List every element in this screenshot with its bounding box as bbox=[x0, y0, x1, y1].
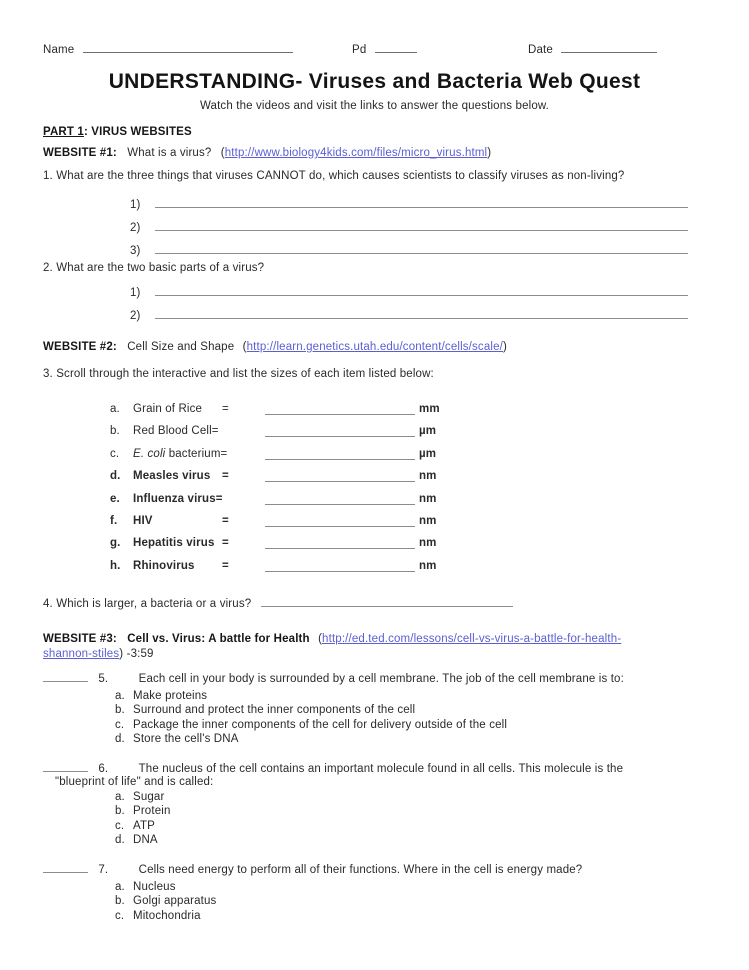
q3-row-letter: d. bbox=[110, 470, 121, 483]
date-field bbox=[528, 42, 657, 56]
option-text: Surround and protect the inner components of the cell bbox=[133, 704, 416, 717]
q3-row-ecoli bbox=[110, 448, 440, 470]
website3-paren-open: ( bbox=[318, 633, 323, 645]
question-6-line-1 bbox=[43, 761, 623, 775]
q3-ecoli-rest: bacterium= bbox=[165, 447, 228, 460]
q3-row-letter: g. bbox=[110, 537, 121, 550]
q3-row-blank-line bbox=[265, 449, 415, 460]
name-field bbox=[43, 42, 293, 56]
q6-option-d bbox=[115, 833, 171, 847]
question-6-text-line2: "blueprint of life" and is called: bbox=[55, 776, 214, 788]
q1-blank-row-1 bbox=[130, 197, 688, 211]
part1-heading-rest: : VIRUS WEBSITES bbox=[83, 126, 192, 138]
q3-row-rhinovirus bbox=[110, 560, 440, 582]
q3-row-rice bbox=[110, 403, 440, 425]
question-5-line bbox=[43, 671, 624, 685]
q2-blank-1-number: 1) bbox=[130, 287, 141, 299]
q5-answer-blank bbox=[43, 671, 88, 682]
pd-field bbox=[352, 42, 417, 56]
q5-option-b bbox=[115, 703, 507, 717]
q3-row-unit: nm bbox=[419, 514, 437, 527]
pd-blank-line bbox=[375, 42, 417, 53]
option-text: Store the cell's DNA bbox=[133, 733, 239, 746]
website1-paren-close: ) bbox=[487, 147, 492, 159]
name-label: Name bbox=[43, 44, 75, 56]
date-label: Date bbox=[528, 44, 553, 56]
q7-option-c bbox=[115, 909, 216, 923]
q7-option-b bbox=[115, 894, 216, 908]
website3-label: WEBSITE #3: bbox=[43, 633, 117, 645]
q1-blank-2-line bbox=[155, 220, 688, 231]
option-text: Make proteins bbox=[133, 690, 208, 702]
q6-option-b bbox=[115, 804, 171, 818]
q3-row-label: Hepatitis virus bbox=[133, 537, 215, 550]
q5-option-c bbox=[115, 718, 507, 732]
page-title: UNDERSTANDING- Viruses and Bacteria Web Quest bbox=[108, 70, 641, 93]
part1-heading bbox=[43, 126, 192, 138]
q3-row-unit: nm bbox=[419, 559, 437, 572]
website1-line bbox=[43, 147, 491, 159]
website1-paren-open: ( bbox=[220, 147, 225, 159]
q3-row-blank-line bbox=[265, 426, 415, 437]
q6-answer-blank bbox=[43, 761, 88, 772]
name-blank-line bbox=[83, 42, 293, 53]
option-text: Mitochondria bbox=[133, 909, 201, 922]
q5-option-d bbox=[115, 732, 507, 746]
q3-row-equals: = bbox=[222, 537, 229, 550]
q3-row-label: Rhinovirus bbox=[133, 559, 195, 572]
question-6-text-line1: The nucleus of the cell contains an important molecule found in all cells. This molecule is the bbox=[138, 763, 624, 775]
website3-link-part1[interactable]: http://ed.ted.com/lessons/cell-vs-virus-a-battle-for-health- bbox=[322, 633, 622, 645]
option-text: DNA bbox=[133, 834, 158, 847]
question-6-options bbox=[115, 790, 171, 848]
website1-link[interactable]: http://www.biology4kids.com/files/micro_virus.html bbox=[224, 147, 488, 159]
q3-size-table bbox=[110, 403, 440, 582]
q2-blank-2-line bbox=[155, 308, 688, 319]
website2-label: WEBSITE #2: bbox=[43, 341, 117, 353]
question-5-text: Each cell in your body is surrounded by a cell membrane. The job of the cell membrane is to: bbox=[138, 673, 624, 685]
question-4-line bbox=[43, 596, 513, 610]
q3-row-label: Measles virus bbox=[133, 470, 211, 483]
q3-row-letter: b. bbox=[110, 425, 120, 438]
question-7-text: Cells need energy to perform all of their functions. Where in the cell is energy made? bbox=[138, 864, 583, 876]
option-text: Protein bbox=[133, 805, 171, 818]
question-5-options bbox=[115, 689, 507, 747]
q5-option-a bbox=[115, 689, 507, 703]
option-text: Nucleus bbox=[133, 881, 176, 893]
part1-heading-underlined: PART 1 bbox=[43, 126, 84, 138]
q2-blank-2-number: 2) bbox=[130, 310, 141, 322]
q1-blank-3-number: 3) bbox=[130, 245, 141, 257]
q1-blank-1-line bbox=[155, 197, 688, 208]
q6-option-c bbox=[115, 819, 171, 833]
q3-row-equals: = bbox=[222, 514, 229, 527]
q3-row-unit: nm bbox=[419, 537, 437, 550]
option-letter: b. bbox=[115, 895, 125, 908]
q3-row-equals: = bbox=[222, 559, 229, 572]
q3-row-letter: c. bbox=[110, 447, 120, 460]
website1-desc: What is a virus? bbox=[127, 147, 212, 159]
q3-row-measles bbox=[110, 470, 440, 492]
pd-label: Pd bbox=[352, 44, 367, 56]
question-4-text: 4. Which is larger, a bacteria or a virus? bbox=[43, 598, 252, 610]
question-7-number: 7. bbox=[98, 864, 109, 876]
q1-blank-1-number: 1) bbox=[130, 199, 141, 211]
website3-link-part2[interactable]: shannon-stiles bbox=[43, 648, 120, 660]
q3-row-letter: f. bbox=[110, 514, 118, 527]
q3-row-letter: h. bbox=[110, 559, 121, 572]
option-letter: c. bbox=[115, 718, 125, 731]
q2-blank-row-1 bbox=[130, 285, 688, 299]
q7-answer-blank bbox=[43, 862, 88, 873]
website2-line bbox=[43, 341, 507, 353]
q1-blank-3-line bbox=[155, 243, 688, 254]
question-7-line bbox=[43, 862, 582, 876]
q3-row-blank-line bbox=[265, 404, 415, 415]
q2-blank-1-line bbox=[155, 285, 688, 296]
page-subtitle: Watch the videos and visit the links to answer the questions below. bbox=[199, 100, 550, 112]
option-text: Golgi apparatus bbox=[133, 895, 217, 908]
q3-row-label: Red Blood Cell= bbox=[133, 425, 219, 438]
option-letter: b. bbox=[115, 704, 125, 717]
question-2-text: 2. What are the two basic parts of a virus? bbox=[43, 262, 265, 274]
option-letter: d. bbox=[115, 733, 125, 746]
q3-row-label: Influenza virus= bbox=[133, 492, 223, 505]
q3-row-unit: nm bbox=[419, 470, 437, 483]
q3-row-blank-line bbox=[265, 561, 415, 572]
q3-row-equals: = bbox=[222, 403, 229, 415]
q2-blank-row-2 bbox=[130, 308, 688, 322]
q3-row-letter: e. bbox=[110, 492, 120, 505]
q3-ecoli-italic: E. coli bbox=[133, 447, 166, 460]
option-letter: d. bbox=[115, 834, 125, 847]
q3-row-hepatitis bbox=[110, 537, 440, 559]
website3-desc: Cell vs. Virus: A battle for Health bbox=[127, 633, 310, 645]
website3-duration: ) -3:59 bbox=[119, 648, 154, 660]
website3-line-1 bbox=[43, 632, 723, 647]
q3-row-equals: = bbox=[222, 470, 229, 483]
q3-row-label bbox=[133, 447, 228, 460]
option-text: Sugar bbox=[133, 791, 165, 803]
q7-option-a bbox=[115, 880, 216, 894]
q1-blank-row-3 bbox=[130, 243, 688, 257]
question-3-text: 3. Scroll through the interactive and list the sizes of each item listed below: bbox=[43, 368, 434, 380]
q3-row-label: Grain of Rice bbox=[133, 403, 203, 415]
q3-row-blank-line bbox=[265, 471, 415, 482]
question-6-number: 6. bbox=[98, 763, 109, 775]
q3-row-blank-line bbox=[265, 516, 415, 527]
q3-row-unit: mm bbox=[419, 403, 440, 415]
q3-row-hiv bbox=[110, 515, 440, 537]
q4-blank-line bbox=[261, 596, 513, 607]
website3-block bbox=[43, 632, 723, 662]
q3-row-unit: µm bbox=[419, 447, 437, 460]
website3-line-2 bbox=[43, 647, 723, 662]
website2-desc: Cell Size and Shape bbox=[127, 341, 235, 353]
option-letter: c. bbox=[115, 909, 125, 922]
q3-row-influenza bbox=[110, 493, 440, 515]
option-text: ATP bbox=[133, 819, 155, 832]
website1-label: WEBSITE #1: bbox=[43, 147, 117, 159]
option-letter: c. bbox=[115, 819, 125, 832]
option-letter: a. bbox=[115, 791, 125, 803]
q3-row-red-blood-cell bbox=[110, 425, 440, 447]
q3-row-letter: a. bbox=[110, 403, 120, 415]
website2-link[interactable]: http://learn.genetics.utah.edu/content/cells/scale/ bbox=[246, 341, 503, 353]
option-letter: b. bbox=[115, 805, 125, 818]
option-letter: a. bbox=[115, 690, 125, 702]
q3-row-blank-line bbox=[265, 494, 415, 505]
q3-row-blank-line bbox=[265, 538, 415, 549]
option-letter: a. bbox=[115, 881, 125, 893]
question-7-options bbox=[115, 880, 216, 923]
q1-blank-2-number: 2) bbox=[130, 222, 141, 234]
question-5-number: 5. bbox=[98, 673, 109, 685]
q3-row-unit: nm bbox=[419, 492, 437, 505]
q6-option-a bbox=[115, 790, 171, 804]
website2-paren-close: ) bbox=[502, 341, 507, 353]
date-blank-line bbox=[561, 42, 657, 53]
question-1-text: 1. What are the three things that viruses CANNOT do, which causes scientists to classify viruses as non-living? bbox=[43, 170, 625, 182]
website2-paren-open: ( bbox=[242, 341, 247, 353]
q3-row-label: HIV bbox=[133, 514, 153, 527]
q1-blank-row-2 bbox=[130, 220, 688, 234]
option-text: Package the inner components of the cell for delivery outside of the cell bbox=[133, 718, 508, 731]
q3-row-unit: µm bbox=[419, 425, 437, 438]
